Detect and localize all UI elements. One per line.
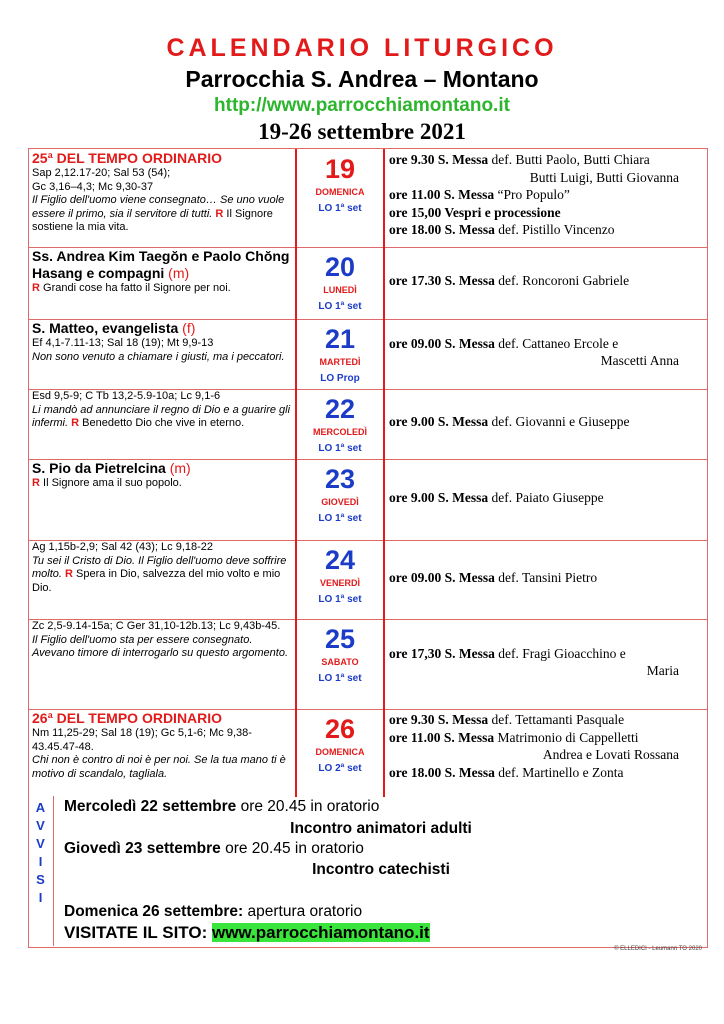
- mass-intention: def. Giovanni e Giuseppe: [491, 414, 630, 430]
- response-text: Il Signore ama il suo popolo.: [43, 477, 182, 489]
- date-cell: [295, 619, 385, 709]
- gospel-quote: [32, 754, 292, 781]
- weekday: DOMENICA: [315, 187, 365, 197]
- mass-time: ore 17.30 S. Messa: [389, 273, 495, 289]
- mass-time: ore 9.30 S. Messa: [389, 712, 489, 727]
- avvisi-section: [28, 796, 708, 946]
- mass-cell: [389, 459, 707, 540]
- date-cell: [295, 247, 385, 319]
- liturgy-rank: (m): [168, 265, 190, 281]
- weekday: GIOVEDÌ: [321, 497, 359, 507]
- gospel-quote: [32, 194, 292, 235]
- gospel-quote: [32, 282, 292, 296]
- response-label: R: [65, 568, 73, 580]
- mass-intention: def. Paiato Giuseppe: [491, 489, 604, 505]
- day-number: 25: [324, 624, 356, 654]
- liturgy-cell: [29, 247, 295, 319]
- liturgy-cell: [29, 149, 295, 247]
- page-title: CALENDARIO LITURGICO: [166, 34, 558, 62]
- response-text: Grandi cose ha fatto il Signore per noi.: [43, 282, 231, 294]
- response-label: R: [32, 477, 40, 489]
- day-number: 19: [324, 154, 356, 184]
- liturgy-title-text: Ss. Andrea Kim Taegŏn e Paolo Chŏng Hasang e compagni: [32, 248, 290, 281]
- mass-line: [389, 569, 707, 587]
- day-row: [29, 149, 707, 248]
- mass-cell: [389, 709, 707, 797]
- mass-intention: def. Cattaneo Ercole e: [498, 335, 619, 351]
- response-label: R: [71, 417, 80, 429]
- liturgy-title: [32, 150, 292, 167]
- mass-line: [389, 645, 707, 663]
- date-range: 19-26 settembre 2021: [258, 119, 466, 144]
- office-set: LO 1ª set: [318, 673, 362, 684]
- day-row: [29, 319, 707, 390]
- weekday: MERCOLEDÌ: [313, 427, 367, 437]
- avvisi-label: [28, 796, 54, 946]
- mass-cell: [389, 540, 707, 619]
- date-cell: [295, 389, 385, 459]
- office-set: LO Prop: [320, 373, 360, 384]
- liturgy-title-text: S. Pio da Pietrelcina: [32, 460, 166, 476]
- avviso-2: Giovedì 23 settembre ore 20.45 in oratorio: [64, 840, 364, 857]
- avviso-site: VISITATE IL SITO: www.parrocchiamontano.it: [64, 923, 430, 942]
- mass-intention: def. Fragi Gioacchino e: [498, 645, 626, 661]
- gospel-quote: [32, 634, 292, 661]
- quote-text: Il Figlio dell'uomo sta per essere consegnato. Avevano timore di interrogarlo su questo argomento.: [32, 633, 288, 659]
- readings: Gc 3,16–4,3; Mc 9,30-37: [32, 180, 154, 193]
- parish-url[interactable]: http://www.parrocchiamontano.it: [214, 95, 510, 116]
- parish-name: Parrocchia S. Andrea – Montano: [185, 66, 539, 92]
- mass-line: [389, 764, 707, 782]
- mass-intention: Butti Luigi, Butti Giovanna: [529, 169, 679, 185]
- readings: Sap 2,12.17-20; Sal 53 (54);: [32, 167, 171, 179]
- mass-intention: Andrea e Lovati Rossana: [542, 747, 679, 762]
- mass-intention: “Pro Populo”: [497, 187, 570, 202]
- avvisi-letter: I: [38, 890, 43, 905]
- day-number: 22: [324, 394, 356, 424]
- readings: Zc 2,5-9.14-15a; C Ger 31,10-12b.13; Lc 9,43b-45.: [32, 620, 281, 632]
- mass-time: ore 9.00 S. Messa: [389, 489, 489, 505]
- day-row: [29, 709, 707, 797]
- date-cell: [295, 319, 385, 389]
- liturgy-title-text: S. Matteo, evangelista: [32, 320, 179, 336]
- day-number: 24: [324, 545, 356, 575]
- mass-time: ore 18.00 S. Messa: [389, 764, 495, 780]
- weekday: LUNEDÌ: [323, 285, 357, 295]
- avviso-3: Domenica 26 settembre: apertura oratorio: [64, 903, 363, 920]
- gospel-quote: [32, 404, 292, 431]
- mass-time: ore 11.00 S. Messa: [389, 187, 495, 202]
- gospel-quote: [32, 555, 292, 596]
- readings: Ag 1,15b-2,9; Sal 42 (43); Lc 9,18-22: [32, 541, 214, 553]
- readings: Nm 11,25-29; Sal 18 (19); Gc 5,1-6; Mc 9,38-43.45.47-48.: [32, 727, 252, 753]
- day-number: 21: [324, 324, 356, 354]
- liturgy-title: [32, 248, 292, 282]
- liturgy-title: [32, 460, 292, 477]
- mass-cell: [389, 247, 707, 319]
- gospel-quote: [32, 477, 292, 491]
- mass-line: [389, 746, 707, 764]
- mass-line: [389, 729, 707, 747]
- quote-text: Non sono venuto a chiamare i giusti, ma i peccatori.: [32, 350, 285, 363]
- mass-line: [389, 169, 707, 187]
- mass-line: [389, 204, 707, 222]
- quote-text: Il Figlio dell'uomo viene consegnato… Se uno vuole essere il primo, sia il servitore di tutti.: [32, 194, 285, 220]
- weekday: VENERDÌ: [319, 578, 360, 588]
- mass-time: ore 15,00 Vespri e processione: [389, 204, 561, 220]
- liturgy-cell: [29, 389, 295, 459]
- avvisi-letter: S: [36, 872, 45, 887]
- liturgy-title-text: 25ª DEL TEMPO ORDINARIO: [32, 150, 223, 166]
- day-number: 20: [324, 252, 356, 282]
- day-row: [29, 540, 707, 620]
- office-set: LO 1ª set: [318, 513, 362, 524]
- liturgy-cell: [29, 319, 295, 389]
- day-number: 26: [324, 714, 356, 744]
- office-set: LO 1ª set: [318, 203, 362, 214]
- mass-cell: [389, 619, 707, 709]
- office-set: LO 1ª set: [318, 594, 362, 605]
- response-text: Benedetto Dio che vive in eterno.: [82, 417, 245, 429]
- mass-line: [389, 221, 707, 239]
- copyright-footer: © ELLEDICI - Leumann TO 2020: [614, 946, 702, 952]
- day-number: 23: [324, 464, 356, 494]
- mass-line: [389, 489, 707, 507]
- mass-line: [389, 151, 707, 169]
- quote-text: Chi non è contro di noi è per noi. Se la tua mano ti è motivo di scandalo, tagliala.: [32, 754, 286, 780]
- mass-cell: [389, 389, 707, 459]
- mass-intention: def. Tettamanti Pasquale: [491, 712, 625, 727]
- mass-intention: Matrimonio di Cappelletti: [497, 729, 639, 745]
- weekday: DOMENICA: [315, 747, 365, 757]
- liturgy-title: [32, 710, 292, 727]
- response-label: R: [32, 282, 40, 294]
- mass-intention: def. Roncoroni Gabriele: [498, 273, 630, 289]
- mass-intention: def. Tansini Pietro: [498, 569, 598, 585]
- office-set: LO 1ª set: [318, 301, 362, 312]
- response-label: R: [215, 207, 224, 220]
- weekday: MARTEDÌ: [319, 357, 361, 367]
- date-cell: [295, 459, 385, 540]
- mass-line: [389, 662, 707, 680]
- weekday: SABATO: [321, 657, 359, 667]
- mass-intention: Maria: [646, 663, 679, 678]
- mass-line: [389, 335, 707, 353]
- date-cell: [295, 709, 385, 797]
- liturgy-rank: (m): [169, 460, 191, 476]
- date-cell: [295, 540, 385, 619]
- avvisi-letter: A: [35, 800, 46, 815]
- readings: Esd 9,5-9; C Tb 13,2-5.9-10a; Lc 9,1-6: [32, 390, 221, 402]
- avvisi-letter: V: [36, 836, 45, 851]
- site-link[interactable]: www.parrocchiamontano.it: [211, 923, 430, 942]
- mass-line: [389, 272, 707, 290]
- mass-intention: Mascetti Anna: [600, 353, 679, 368]
- readings: Ef 4,1-7.11-13; Sal 18 (19); Mt 9,9-13: [32, 337, 214, 349]
- day-row: [29, 247, 707, 320]
- mass-line: [389, 352, 707, 370]
- avviso-1: Mercoledì 22 settembre ore 20.45 in oratorio: [64, 798, 380, 815]
- mass-time: ore 17,30 S. Messa: [389, 645, 495, 661]
- liturgy-rank: (f): [182, 320, 196, 336]
- mass-time: ore 9.30 S. Messa: [389, 152, 489, 167]
- mass-line: [389, 711, 707, 729]
- mass-line: [389, 186, 707, 204]
- avviso-1-desc: Incontro animatori adulti: [290, 820, 472, 837]
- mass-time: ore 18.00 S. Messa: [389, 222, 495, 237]
- day-row: [29, 389, 707, 460]
- mass-line: [389, 413, 707, 431]
- quote-text: Tu sei il Cristo di Dio. Il Figlio dell'uomo deve soffrire molto.: [32, 554, 287, 580]
- liturgy-cell: [29, 459, 295, 540]
- avvisi-letter: V: [36, 818, 45, 833]
- response-text: Il Signore sostiene la mia vita.: [32, 207, 273, 233]
- mass-time: ore 9.00 S. Messa: [389, 414, 489, 430]
- date-cell: [295, 149, 385, 247]
- liturgy-title: [32, 320, 292, 337]
- mass-time: ore 09.00 S. Messa: [389, 569, 495, 585]
- liturgy-cell: [29, 709, 295, 797]
- mass-intention: def. Butti Paolo, Butti Chiara: [491, 152, 650, 167]
- mass-time: ore 09.00 S. Messa: [389, 335, 495, 351]
- liturgy-cell: [29, 540, 295, 619]
- office-set: LO 2ª set: [318, 763, 362, 774]
- liturgy-title-text: 26ª DEL TEMPO ORDINARIO: [32, 710, 223, 726]
- response-text: Spera in Dio, salvezza del mio volto e mio Dio.: [32, 568, 281, 594]
- avviso-2-desc: Incontro catechisti: [312, 861, 450, 878]
- day-row: [29, 619, 707, 710]
- avvisi-letter: I: [38, 854, 43, 869]
- gospel-quote: [32, 351, 292, 365]
- mass-intention: def. Martinello e Zonta: [498, 764, 624, 780]
- mass-cell: [389, 319, 707, 389]
- mass-time: ore 11.00 S. Messa: [389, 729, 495, 745]
- office-set: LO 1ª set: [318, 443, 362, 454]
- liturgy-cell: [29, 619, 295, 709]
- mass-intention: def. Pistillo Vincenzo: [498, 222, 615, 237]
- mass-cell: [389, 149, 707, 247]
- quote-text: Li mandò ad annunciare il regno di Dio e a guarire gli infermi.: [32, 403, 291, 429]
- day-row: [29, 459, 707, 541]
